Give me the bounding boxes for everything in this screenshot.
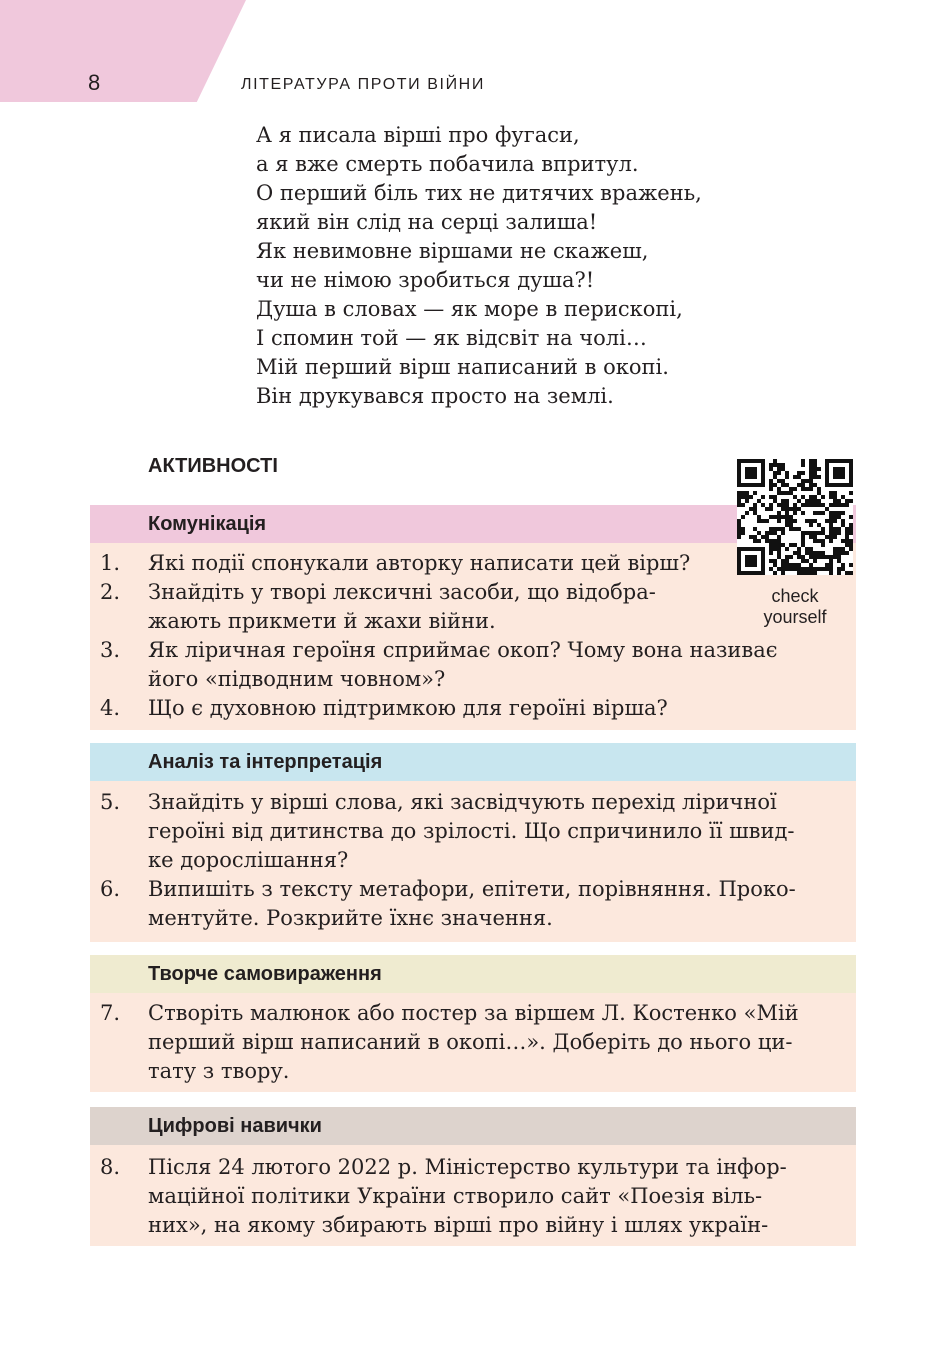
section-creative: [90, 955, 856, 1092]
question-text: них», на якому збирають вірші про війну і шлях україн-: [148, 1213, 769, 1237]
question-text: жають прикмети й жахи війни.: [148, 609, 496, 633]
question-text: героїні від дитинства до зрілості. Що спричинило її швид-: [148, 819, 795, 843]
activities-title: АКТИВНОСТІ: [148, 455, 278, 477]
section-header: [90, 1107, 856, 1145]
section-title: Аналіз та інтерпретація: [148, 751, 383, 773]
poem-line: І спомин той — як відсвіт на чолі…: [256, 326, 647, 350]
section-title: Комунікація: [148, 513, 267, 535]
qr-caption: [737, 586, 853, 628]
qr-caption-line: check: [771, 586, 819, 606]
section-header: [90, 955, 856, 993]
question-text: маційної політики України створило сайт «Поезія віль-: [148, 1184, 763, 1208]
question-text: ке дорослішання?: [148, 848, 349, 872]
section-analysis: [90, 743, 856, 942]
question-text: тату з твору.: [148, 1059, 290, 1083]
question-number: 6.: [100, 877, 121, 901]
poem-line: який він слід на серці залиша!: [256, 210, 598, 234]
question-number: 5.: [100, 790, 121, 814]
question-text: Знайдіть у творі лексичні засоби, що відобра-: [148, 580, 656, 604]
question-text: Випишіть з тексту метафори, епітети, порівняння. Проко-: [148, 877, 796, 901]
question-number: 2.: [100, 580, 121, 604]
poem-line: чи не німою зробиться душа?!: [256, 268, 595, 292]
qr-code[interactable]: [737, 459, 853, 575]
justified-text: Як ліричная героїня сприймає окоп? Чому вона називає: [148, 638, 778, 662]
poem: [256, 121, 702, 411]
question-text: перший вірш написаний в окопі…». Доберіть до нього ци-: [148, 1030, 793, 1054]
poem-line: Душа в словах — як море в перископі,: [256, 297, 683, 321]
poem-line: Як невимовне віршами не скажеш,: [256, 239, 649, 263]
question-text: Створіть малюнок або постер за віршем Л. Костенко «Мій: [148, 1001, 799, 1025]
poem-line: а я вже смерть побачила впритул.: [256, 152, 639, 176]
question-text: ментуйте. Розкрийте їхнє значення.: [148, 906, 553, 930]
qr-caption-line: yourself: [763, 607, 827, 627]
poem-line: О перший біль тих не дитячих вражень,: [256, 181, 702, 205]
section-title: Цифрові навички: [148, 1115, 322, 1137]
running-title: ЛІТЕРАТУРА ПРОТИ ВІЙНИ: [241, 76, 485, 93]
poem-line: Він друкувався просто на землі.: [256, 384, 614, 408]
question-number: 7.: [100, 1001, 121, 1025]
question-text: Після 24 лютого 2022 р. Міністерство культури та інфор-: [148, 1155, 787, 1179]
question-text: Що є духовною підтримкою для героїні вірша?: [148, 696, 668, 720]
page-number: 8: [88, 70, 101, 95]
question-number: 1.: [100, 551, 121, 575]
question-text: його «підводним човном»?: [148, 667, 446, 691]
poem-line: А я писала вірші про фугаси,: [256, 123, 580, 147]
section-digital: [90, 1107, 856, 1246]
section-header: [90, 743, 856, 781]
header-corner-decoration: [0, 0, 246, 102]
question-text: [148, 636, 844, 665]
question-text: Які події спонукали авторку написати цей вірш?: [148, 551, 691, 575]
question-number: 4.: [100, 696, 121, 720]
question-number: 8.: [100, 1155, 121, 1179]
qr-code-image: [737, 459, 853, 575]
section-title: Творче самовираження: [148, 963, 382, 985]
question-text: Знайдіть у вірші слова, які засвідчують перехід ліричної: [148, 790, 777, 814]
poem-line: Мій перший вірш написаний в окопі.: [256, 355, 669, 379]
question-number: 3.: [100, 638, 121, 662]
